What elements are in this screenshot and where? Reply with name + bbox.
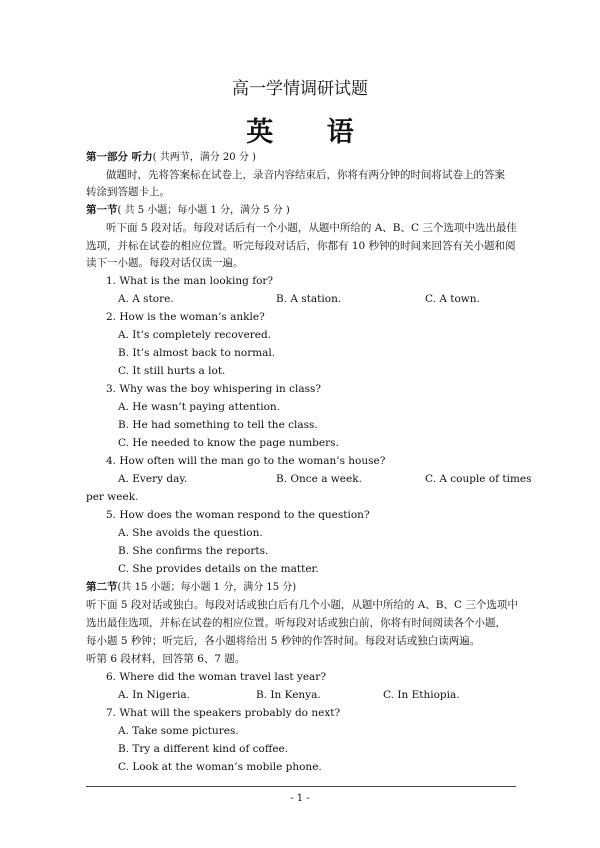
question-2-option-c: C. It still hurts a lot. [118,365,226,377]
question-4-option-c-continued: per week. [86,491,139,503]
question-7-option-b: B. Try a different kind of coffee. [118,743,289,755]
question-6-stem: 6. Where did the woman travel last year? [106,671,326,683]
section2-material-note: 听第 6 段材料，回答第 6、7 题。 [86,653,246,665]
question-3-stem: 3. Why was the boy whispering in class? [106,383,321,395]
part1-note: ( 共两节，满分 20 分 ) [152,152,256,163]
question-1-option-a: A. A store. [118,293,174,305]
section1-header [86,203,290,218]
part1-instruction-line1: 做题时，先将答案标在试卷上，录音内容结束后，你将有两分钟的时间将试卷上的答案 [106,169,505,181]
question-2-option-b: B. It’s almost back to normal. [118,347,276,359]
question-1-option-c: C. A town. [425,293,480,305]
section1-note: ( 共 5 小题；每小题 1 分，满分 5 分 ) [117,205,290,216]
question-1-option-b: B. A station. [276,293,342,305]
question-3-option-b: B. He had something to tell the class. [118,419,318,431]
question-3-option-c: C. He needed to know the page numbers. [118,437,339,449]
question-3-option-a: A. He wasn’t paying attention. [118,401,281,413]
footer-divider [86,786,516,787]
question-6-option-b: B. In Kenya. [256,689,321,701]
subject-title: 英 语 [246,117,376,148]
question-1-stem: 1. What is the man looking for? [106,275,274,287]
question-6-option-c: C. In Ethiopia. [383,689,460,701]
page-number: - 1 - [290,793,310,804]
question-5-stem: 5. How does the woman respond to the question? [106,509,370,521]
question-4-option-a: A. Every day. [118,473,188,485]
question-5-option-b: B. She confirms the reports. [118,545,269,557]
part1-header [86,150,256,165]
section2-instruction-line2: 选出最佳选项，并标在试卷的相应位置。听每段对话或独白前，你将有时间阅读各个小题， [86,617,506,629]
question-4-stem: 4. How often will the man go to the woman’s house? [106,455,386,467]
question-2-stem: 2. How is the woman’s ankle? [106,311,265,323]
question-7-option-c: C. Look at the woman’s mobile phone. [118,761,322,773]
question-5-option-c: C. She provides details on the matter. [118,563,319,575]
question-2-option-a: A. It’s completely recovered. [118,329,272,341]
question-5-option-a: A. She avoids the question. [118,527,263,539]
section2-heading: 第二节 [86,581,118,593]
section2-header [86,580,296,595]
section2-note: (共 15 小题；每小题 1 分，满分 15 分) [117,582,297,593]
part1-instruction-line2: 转涂到答题卡上。 [86,186,170,198]
question-4-option-b: B. Once a week. [276,473,362,485]
section1-instruction-line2: 选项，并标在试卷的相应位置。听完每段对话后，你都有 10 秒钟的时间来回答有关小题和阅 [86,240,516,252]
question-4-option-c: C. A couple of times [425,473,532,485]
section2-instruction-line1: 听下面 5 段对话或独白。每段对话或独白后有几个小题，从题中所给的 A、B、C 三个选项中 [86,599,518,611]
section2-instruction-line3: 每小题 5 秒钟；听完后，各小题将给出 5 秒钟的作答时间。每段对话或独白读两遍。 [86,635,481,647]
section1-instruction-line1: 听下面 5 段对话。每段对话后有一个小题，从题中所给的 A、B、C 三个选项中选出最佳 [106,222,517,234]
section1-instruction-line3: 读下一小题。每段对话仅读一遍。 [86,257,244,269]
section1-heading: 第一节 [86,204,118,216]
question-7-option-a: A. Take some pictures. [118,725,239,737]
exam-title: 高一学情调研试题 [232,79,368,99]
question-7-stem: 7. What will the speakers probably do next? [106,707,341,719]
question-6-option-a: A. In Nigeria. [118,689,190,701]
part1-heading: 第一部分 听力 [86,151,153,163]
